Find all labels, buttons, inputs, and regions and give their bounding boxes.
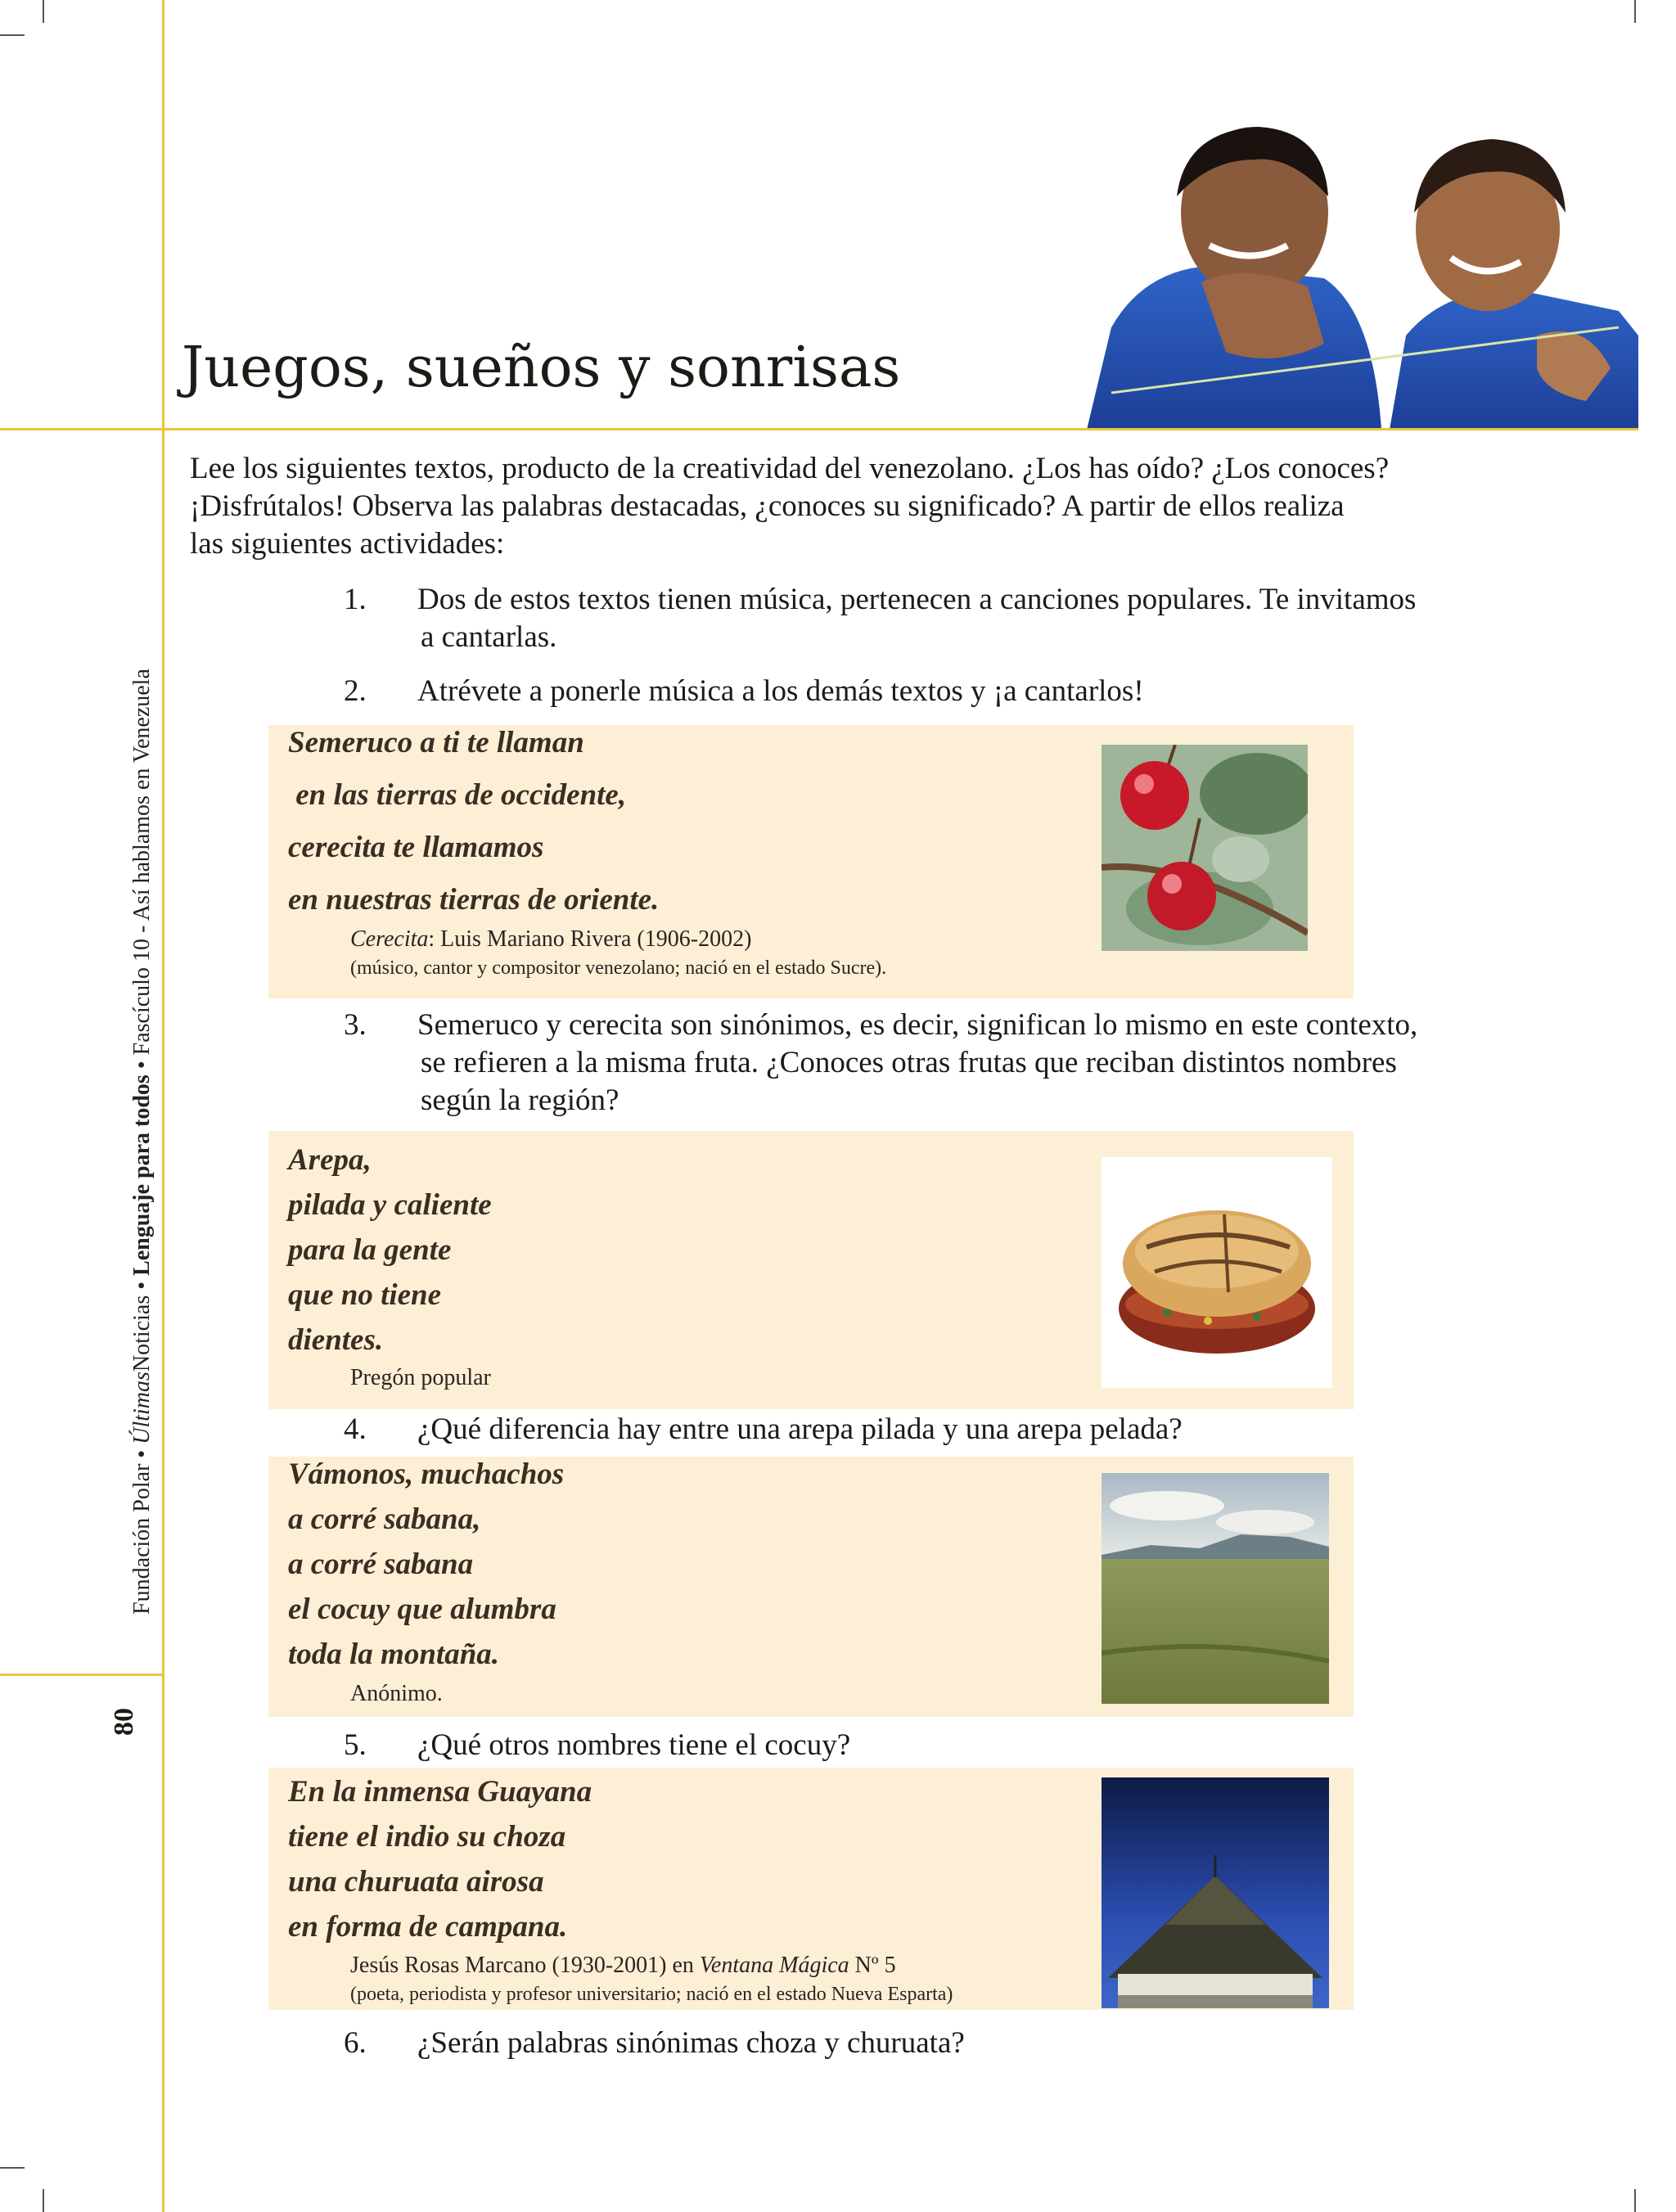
- verse-line: a corré sabana: [288, 1547, 474, 1581]
- verse-line: en forma de campana.: [288, 1910, 568, 1944]
- intro-line: Lee los siguientes textos, producto de la creatividad del venezolano. ¿Los has oído? ¿Los conoces?: [190, 452, 1390, 485]
- intro-paragraph: [190, 450, 1565, 563]
- page-title: Juegos, sueños y sonrisas: [182, 336, 901, 400]
- intro-line: ¡Disfrútalos! Observa las palabras destacadas, ¿conoces su significado? A partir de ellos realiza: [190, 489, 1345, 523]
- verse-line: que no tiene: [288, 1278, 442, 1312]
- arepa-photo: [1102, 1157, 1332, 1388]
- item-text: ¿Qué diferencia hay entre una arepa pilada y una arepa pelada?: [417, 1412, 1183, 1446]
- page-number: 80: [109, 1708, 139, 1736]
- item-number: 3.: [344, 1008, 367, 1042]
- verse-line: Semeruco a ti te llaman: [288, 726, 584, 759]
- verse-line: tiene el indio su choza: [288, 1820, 566, 1854]
- poem-box-arepa: [268, 1131, 1354, 1409]
- sidebar-newspaper: Noticias •: [129, 1275, 155, 1372]
- attribution: [350, 1953, 896, 1979]
- poem-box-churuata: [268, 1768, 1354, 2010]
- item-number: 5.: [344, 1728, 367, 1762]
- sidebar-running-title: [129, 573, 155, 1710]
- sidebar-publisher: Fundación Polar •: [129, 1444, 155, 1615]
- attribution-author: : Luis Mariano Rivera (1906-2002): [428, 926, 752, 952]
- item-text: ¿Qué otros nombres tiene el cocuy?: [417, 1728, 851, 1762]
- crop-mark: [43, 0, 44, 23]
- item-number: 1.: [344, 583, 367, 616]
- item-number: 4.: [344, 1412, 367, 1446]
- margin-rule: [162, 0, 164, 2212]
- verse-line: el cocuy que alumbra: [288, 1593, 556, 1626]
- verse-line: a corré sabana,: [288, 1502, 481, 1536]
- item-number: 6.: [344, 2026, 367, 2060]
- verse-line: pilada y caliente: [288, 1188, 492, 1222]
- crop-mark: [0, 2167, 25, 2169]
- item-text: Dos de estos textos tienen música, pertenecen a canciones populares. Te invitamos: [417, 583, 1417, 616]
- attribution-title: Cerecita: [350, 926, 429, 952]
- attribution-issue: Nº 5: [849, 1953, 896, 1978]
- sidebar-series: Lenguaje para todos: [129, 1074, 155, 1276]
- attribution-author: Jesús Rosas Marcano (1930-2001) en: [350, 1953, 700, 1978]
- savanna-photo: [1102, 1473, 1329, 1704]
- poem-box-cerecita: [268, 725, 1354, 998]
- verse-line: para la gente: [288, 1233, 452, 1267]
- verse-line: En la inmensa Guayana: [288, 1775, 592, 1809]
- cherries-photo: [1102, 745, 1308, 951]
- verse-line: Arepa,: [288, 1143, 372, 1177]
- sidebar-newspaper-italic: Últimas: [129, 1372, 155, 1444]
- sidebar-issue: • Fascículo 10 - Así hablamos en Venezuela: [129, 669, 155, 1075]
- verse-line: Vámonos, muchachos: [288, 1457, 565, 1491]
- crop-mark: [0, 34, 25, 36]
- verse-line: en las tierras de occidente,: [288, 778, 627, 812]
- crop-mark: [1634, 2189, 1636, 2212]
- crop-mark: [43, 2189, 44, 2212]
- item-text: Atrévete a ponerle música a los demás textos y ¡a cantarlos!: [417, 674, 1144, 708]
- crop-mark: [1634, 0, 1636, 23]
- verse-line: en nuestras tierras de oriente.: [288, 883, 660, 917]
- attribution-note: (poeta, periodista y profesor universitario; nació en el estado Nueva Esparta): [350, 1984, 953, 2005]
- verse-line: cerecita te llamamos: [288, 831, 544, 864]
- churuata-photo: [1102, 1777, 1329, 2008]
- poem-box-cocuy: [268, 1457, 1354, 1717]
- item-text: a cantarlas.: [421, 620, 557, 654]
- verse-line: toda la montaña.: [288, 1638, 500, 1671]
- item-text: se refieren a la misma fruta. ¿Conoces otras frutas que reciban distintos nombres: [421, 1046, 1397, 1079]
- item-text: Semeruco y cerecita son sinónimos, es decir, significan lo mismo en este contexto,: [417, 1008, 1418, 1042]
- attribution-note: (músico, cantor y compositor venezolano; nació en el estado Sucre).: [350, 957, 887, 979]
- item-text: ¿Serán palabras sinónimas choza y churuata?: [417, 2026, 965, 2060]
- attribution: Anónimo.: [350, 1681, 443, 1706]
- header-photo-boys: [1079, 123, 1638, 430]
- attribution-title: Ventana Mágica: [699, 1953, 849, 1978]
- item-text: según la región?: [421, 1083, 619, 1117]
- verse-line: dientes.: [288, 1323, 384, 1357]
- intro-line: las siguientes actividades:: [190, 527, 505, 561]
- attribution: Pregón popular: [350, 1365, 491, 1390]
- item-number: 2.: [344, 674, 367, 708]
- attribution: [350, 926, 751, 953]
- title-underline: [0, 428, 1638, 430]
- verse-line: una churuata airosa: [288, 1865, 544, 1899]
